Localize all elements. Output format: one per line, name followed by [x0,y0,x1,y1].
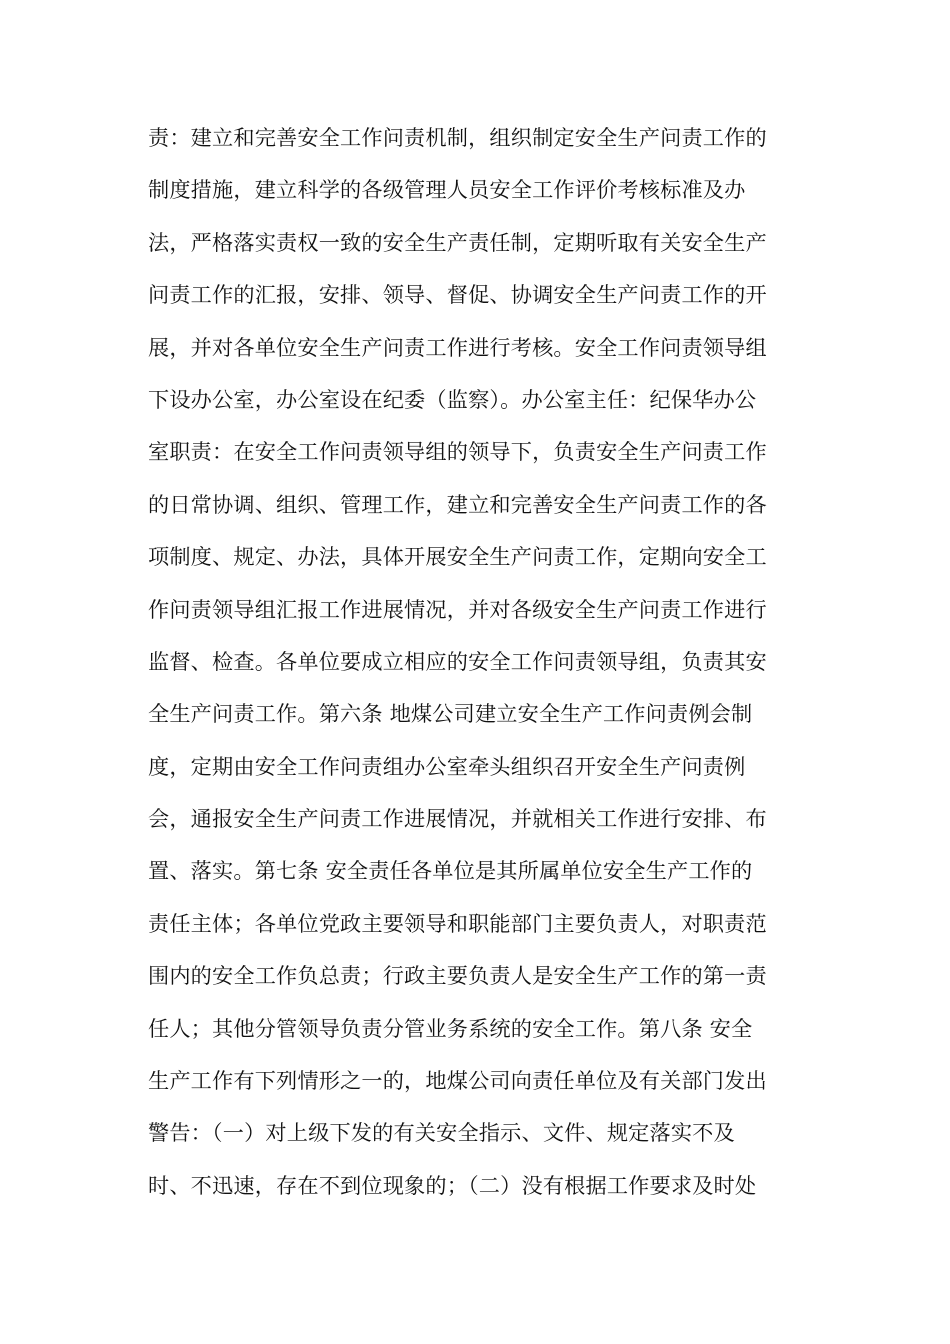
text-line: 警告：（一）对上级下发的有关安全指示、文件、规定落实不及 [148,1120,735,1146]
text-line: 作问责领导组汇报工作进展情况，并对各级安全生产问责工作进行 [148,596,767,622]
text-line: 监督、检查。各单位要成立相应的安全工作问责领导组，负责其安 [148,648,767,674]
text-line: 全生产问责工作。第六条 地煤公司建立安全生产工作问责例会制 [148,701,753,727]
text-line: 的日常协调、组织、管理工作，建立和完善安全生产问责工作的各 [148,491,767,517]
text-line: 生产工作有下列情形之一的，地煤公司向责任单位及有关部门发出 [148,1068,767,1094]
text-line: 问责工作的汇报，安排、领导、督促、协调安全生产问责工作的开 [148,282,767,308]
text-line: 责任主体；各单位党政主要领导和职能部门主要负责人，对职责范 [148,910,767,936]
text-line: 室职责：在安全工作问责领导组的领导下，负责安全生产问责工作 [148,439,767,465]
text-line: 置、落实。第七条 安全责任各单位是其所属单位安全生产工作的 [148,858,753,884]
text-line: 法，严格落实责权一致的安全生产责任制，定期听取有关安全生产 [148,229,767,255]
text-line: 下设办公室，办公室设在纪委（监察）。办公室主任：纪保华办公 [148,386,757,412]
text-line: 制度措施，建立科学的各级管理人员安全工作评价考核标准及办 [148,177,746,203]
text-line: 展，并对各单位安全生产问责工作进行考核。安全工作问责领导组 [148,334,767,360]
text-line: 任人；其他分管领导负责分管业务系统的安全工作。第八条 安全 [148,1015,753,1041]
text-line: 度，定期由安全工作问责组办公室牵头组织召开安全生产问责例 [148,753,746,779]
text-line: 会，通报安全生产问责工作进展情况，并就相关工作进行安排、布 [148,806,767,832]
text-line: 围内的安全工作负总责；行政主要负责人是安全生产工作的第一责 [148,963,767,989]
text-line: 责：建立和完善安全工作问责机制，组织制定安全生产问责工作的 [148,125,767,150]
text-line: 项制度、规定、办法，具体开展安全生产问责工作，定期向安全工 [148,544,767,570]
document-body [148,116,808,1216]
text-line: 时、不迅速，存在不到位现象的；（二）没有根据工作要求及时处 [148,1172,757,1198]
